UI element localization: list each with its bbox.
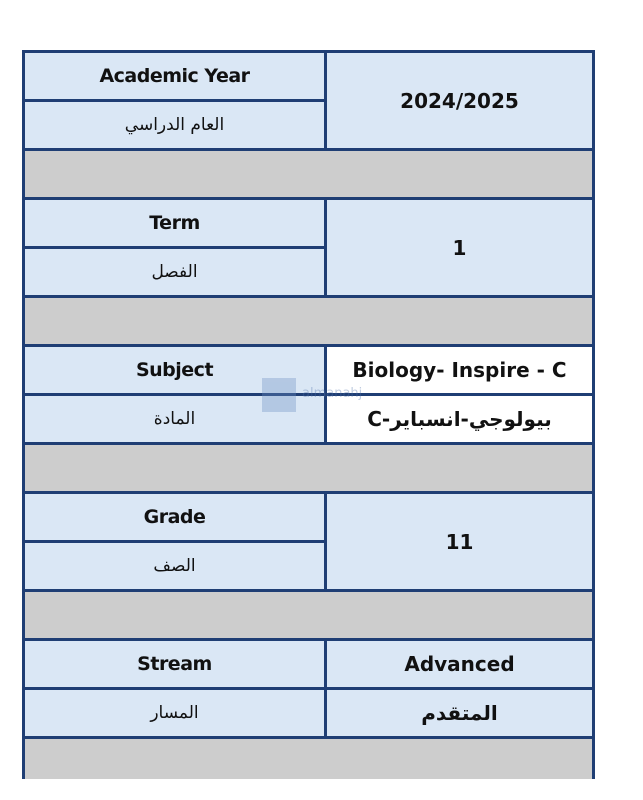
academic-year-row: [24, 52, 594, 101]
separator-row: [24, 591, 594, 640]
separator-cell: [24, 150, 594, 199]
term-value: 1: [326, 199, 594, 297]
stream-value-en: Advanced: [326, 640, 594, 689]
academic-year-value: 2024/2025: [326, 52, 594, 150]
subject-label-en: Subject: [24, 346, 326, 395]
subject-row: [24, 346, 594, 395]
course-info-table: [22, 50, 595, 779]
stream-label-ar: المسار: [24, 689, 326, 738]
grade-row: [24, 493, 594, 542]
separator-cell: [24, 444, 594, 493]
grade-label-en: Grade: [24, 493, 326, 542]
subject-row-ar: [24, 395, 594, 444]
stream-value-ar: المتقدم: [326, 689, 594, 738]
academic-year-label-ar: العام الدراسي: [24, 101, 326, 150]
separator-row: [24, 444, 594, 493]
term-label-ar: الفصل: [24, 248, 326, 297]
stream-row-ar: [24, 689, 594, 738]
separator-row: [24, 297, 594, 346]
watermark-text: almanahj: [302, 386, 363, 401]
subject-value-en: Biology- Inspire - C: [326, 346, 594, 395]
academic-year-label-en: Academic Year: [24, 52, 326, 101]
separator-row: [24, 150, 594, 199]
term-row: [24, 199, 594, 248]
stream-label-en: Stream: [24, 640, 326, 689]
subject-value-ar: بيولوجي-انسباير-C: [326, 395, 594, 444]
term-label-en: Term: [24, 199, 326, 248]
separator-cell: [24, 738, 594, 780]
separator-cell: [24, 591, 594, 640]
grade-label-ar: الصف: [24, 542, 326, 591]
stream-row: [24, 640, 594, 689]
grade-value: 11: [326, 493, 594, 591]
separator-row: [24, 738, 594, 780]
separator-cell: [24, 297, 594, 346]
subject-label-ar: المادة: [24, 395, 326, 444]
